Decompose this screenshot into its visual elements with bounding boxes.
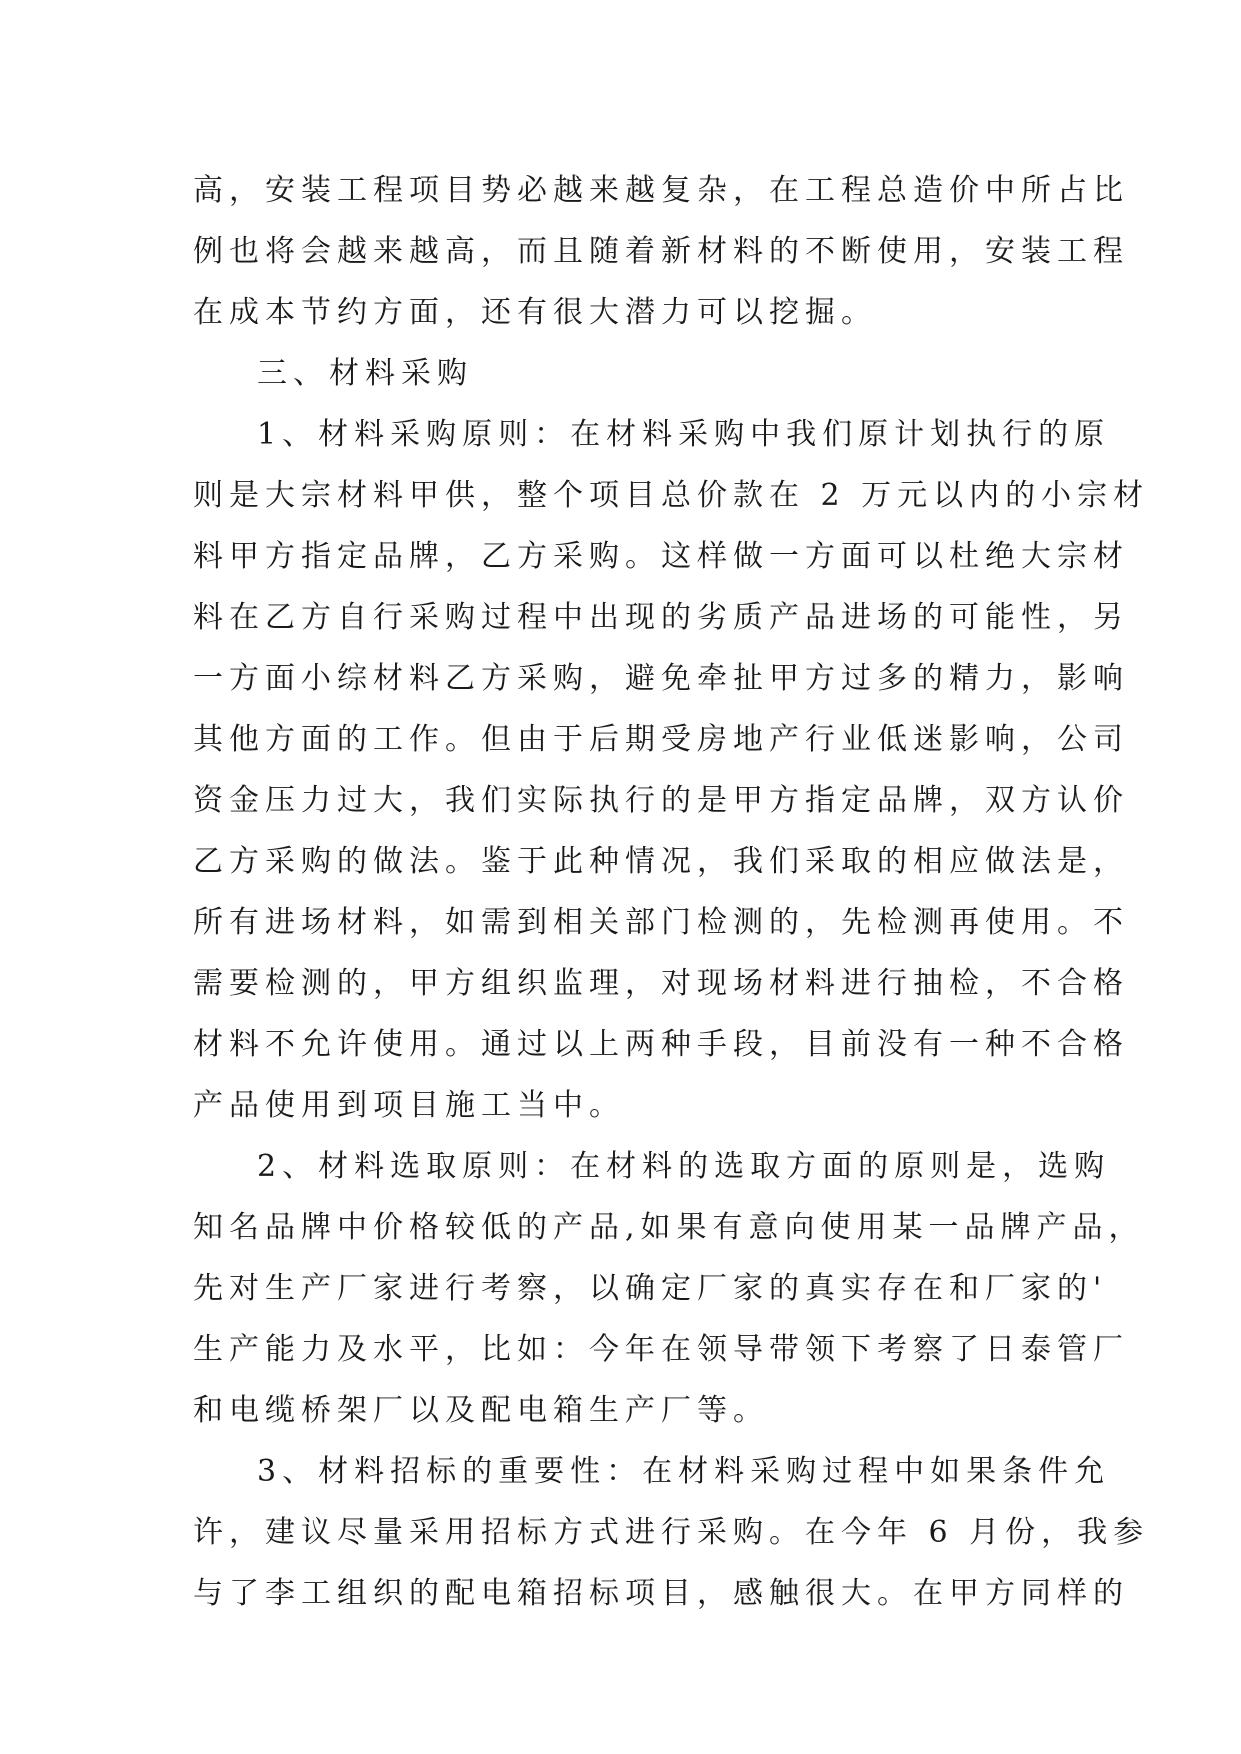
text-line: 高，安装工程项目势必越来越复杂，在工程总造价中所占比 <box>193 173 1129 208</box>
text-line: 材料不允许使用。通过以上两种手段，目前没有一种不合格 <box>193 1027 1129 1062</box>
text-line: 则是大宗材料甲供，整个项目总价款在 2 万元以内的小宗材 <box>193 478 1150 513</box>
text-line: 与了李工组织的配电箱招标项目，感触很大。在甲方同样的 <box>193 1576 1129 1611</box>
text-line: 知名品牌中价格较低的产品,如果有意向使用某一品牌产品， <box>193 1210 1145 1245</box>
paragraph-start-line: 2、材料选取原则：在材料的选取方面的原则是，选购 <box>257 1149 1111 1184</box>
text-line: 资金压力过大，我们实际执行的是甲方指定品牌，双方认价 <box>193 783 1129 818</box>
text-line: 所有进场材料，如需到相关部门检测的，先检测再使用。不 <box>193 905 1129 940</box>
text-line: 乙方采购的做法。鉴于此种情况，我们采取的相应做法是， <box>193 844 1129 879</box>
text-line: 例也将会越来越高，而且随着新材料的不断使用，安装工程 <box>193 234 1129 269</box>
text-line: 在成本节约方面，还有很大潜力可以挖掘。 <box>193 295 877 330</box>
text-line: 和电缆桥架厂以及配电箱生产厂等。 <box>193 1393 769 1428</box>
paragraph-start-line: 1、材料采购原则：在材料采购中我们原计划执行的原 <box>257 417 1111 452</box>
text-line: 其他方面的工作。但由于后期受房地产行业低迷影响，公司 <box>193 722 1129 757</box>
section-heading: 三、材料采购 <box>257 356 473 391</box>
text-line: 一方面小综材料乙方采购，避免牵扯甲方过多的精力，影响 <box>193 661 1129 696</box>
text-line: 产品使用到项目施工当中。 <box>193 1088 625 1123</box>
text-line: 需要检测的，甲方组织监理，对现场材料进行抽检，不合格 <box>193 966 1129 1001</box>
text-line: 许，建议尽量采用招标方式进行采购。在今年 6 月份，我参 <box>193 1515 1150 1550</box>
text-line: 先对生产厂家进行考察，以确定厂家的真实存在和厂家的' <box>193 1271 1108 1306</box>
text-line: 料在乙方自行采购过程中出现的劣质产品进场的可能性，另 <box>193 600 1129 635</box>
text-line: 料甲方指定品牌，乙方采购。这样做一方面可以杜绝大宗材 <box>193 539 1129 574</box>
document-body <box>193 160 1150 1624</box>
text-line: 生产能力及水平，比如：今年在领导带领下考察了日泰管厂 <box>193 1332 1129 1367</box>
paragraph-start-line: 3、材料招标的重要性：在材料采购过程中如果条件允 <box>257 1454 1111 1489</box>
